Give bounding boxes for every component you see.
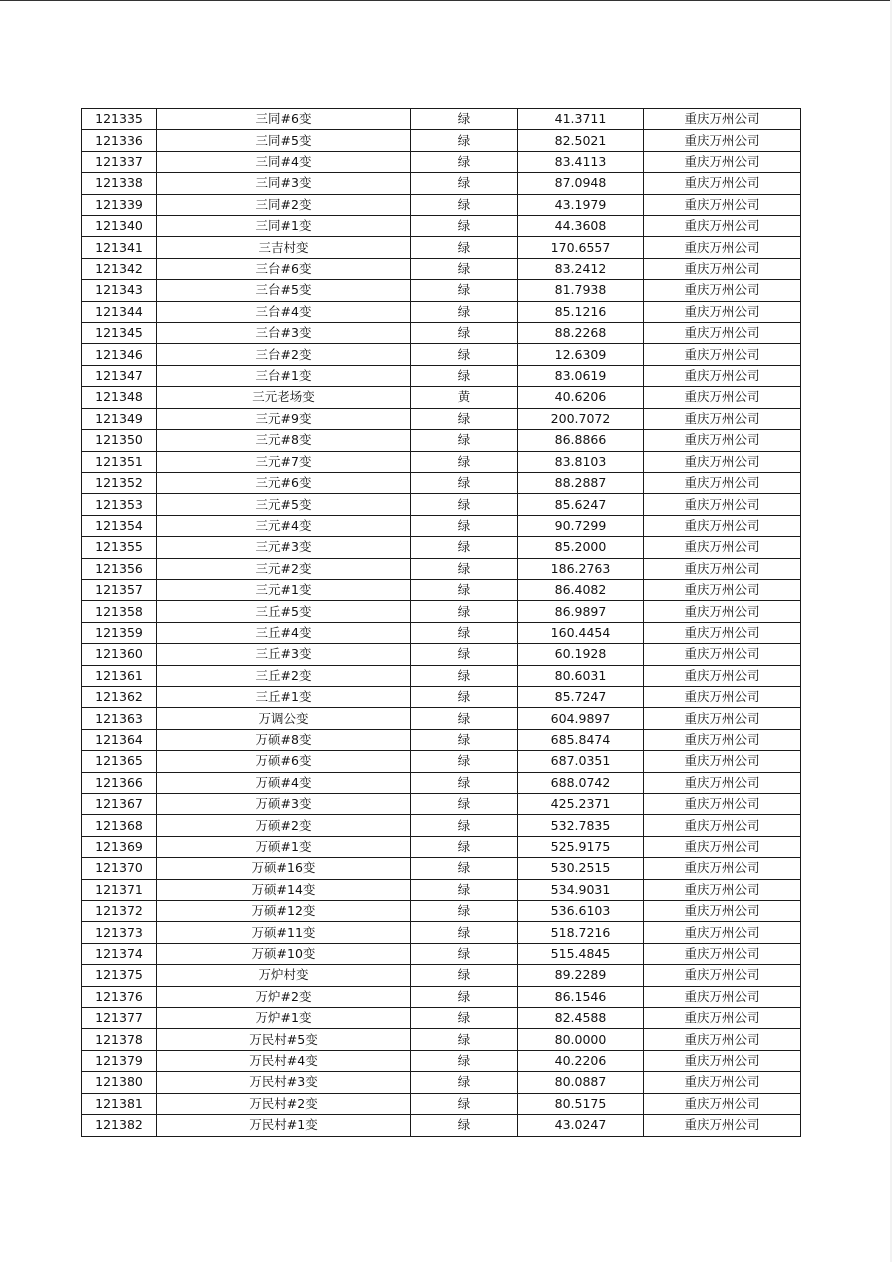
- cell-transformer-name: 三元#2变: [157, 558, 411, 579]
- table-row: [82, 1029, 801, 1050]
- cell-transformer-name: 三元#9变: [157, 408, 411, 429]
- cell-company: 重庆万州公司: [644, 772, 801, 793]
- cell-company: 重庆万州公司: [644, 686, 801, 707]
- cell-transformer-name: 三元#8变: [157, 430, 411, 451]
- cell-value: 536.6103: [518, 901, 644, 922]
- cell-value: 44.3608: [518, 216, 644, 237]
- table-row: [82, 986, 801, 1007]
- page-top-border: [0, 0, 892, 1]
- cell-transformer-name: 三元#4变: [157, 515, 411, 536]
- cell-id: 121373: [82, 922, 157, 943]
- cell-company: 重庆万州公司: [644, 280, 801, 301]
- cell-status: 绿: [411, 258, 518, 279]
- table-row: [82, 579, 801, 600]
- cell-company: 重庆万州公司: [644, 751, 801, 772]
- cell-id: 121362: [82, 686, 157, 707]
- cell-status: 绿: [411, 216, 518, 237]
- cell-status: 绿: [411, 515, 518, 536]
- cell-company: 重庆万州公司: [644, 237, 801, 258]
- cell-id: 121356: [82, 558, 157, 579]
- cell-company: 重庆万州公司: [644, 622, 801, 643]
- table-row: [82, 729, 801, 750]
- cell-transformer-name: 三元老场变: [157, 387, 411, 408]
- cell-status: 绿: [411, 858, 518, 879]
- cell-id: 121369: [82, 836, 157, 857]
- cell-company: 重庆万州公司: [644, 323, 801, 344]
- cell-value: 41.3711: [518, 109, 644, 130]
- cell-value: 88.2887: [518, 472, 644, 493]
- cell-value: 160.4454: [518, 622, 644, 643]
- cell-company: 重庆万州公司: [644, 922, 801, 943]
- cell-value: 83.0619: [518, 365, 644, 386]
- cell-id: 121340: [82, 216, 157, 237]
- cell-transformer-name: 三丘#3变: [157, 644, 411, 665]
- cell-value: 82.4588: [518, 1008, 644, 1029]
- cell-status: 绿: [411, 237, 518, 258]
- cell-value: 81.7938: [518, 280, 644, 301]
- cell-id: 121352: [82, 472, 157, 493]
- cell-transformer-name: 万硕#8变: [157, 729, 411, 750]
- cell-company: 重庆万州公司: [644, 1050, 801, 1071]
- cell-company: 重庆万州公司: [644, 151, 801, 172]
- table-body: [82, 109, 801, 1137]
- table-row: [82, 494, 801, 515]
- cell-transformer-name: 三台#6变: [157, 258, 411, 279]
- cell-transformer-name: 三同#1变: [157, 216, 411, 237]
- cell-company: 重庆万州公司: [644, 537, 801, 558]
- transformer-data-table: [81, 108, 801, 1137]
- cell-id: 121381: [82, 1093, 157, 1114]
- table-row: [82, 815, 801, 836]
- cell-company: 重庆万州公司: [644, 472, 801, 493]
- cell-transformer-name: 三同#3变: [157, 173, 411, 194]
- cell-transformer-name: 万民村#5变: [157, 1029, 411, 1050]
- cell-status: 绿: [411, 965, 518, 986]
- cell-transformer-name: 万民村#4变: [157, 1050, 411, 1071]
- table-row: [82, 601, 801, 622]
- cell-status: 绿: [411, 365, 518, 386]
- cell-company: 重庆万州公司: [644, 644, 801, 665]
- cell-value: 83.2412: [518, 258, 644, 279]
- cell-status: 绿: [411, 537, 518, 558]
- cell-company: 重庆万州公司: [644, 194, 801, 215]
- cell-company: 重庆万州公司: [644, 494, 801, 515]
- cell-id: 121336: [82, 130, 157, 151]
- table-row: [82, 323, 801, 344]
- cell-status: 绿: [411, 109, 518, 130]
- table-row: [82, 1093, 801, 1114]
- table-row: [82, 515, 801, 536]
- cell-value: 85.1216: [518, 301, 644, 322]
- cell-status: 绿: [411, 943, 518, 964]
- cell-status: 绿: [411, 729, 518, 750]
- cell-status: 绿: [411, 280, 518, 301]
- cell-id: 121335: [82, 109, 157, 130]
- table-row: [82, 365, 801, 386]
- cell-transformer-name: 万民村#3变: [157, 1072, 411, 1093]
- cell-id: 121348: [82, 387, 157, 408]
- cell-transformer-name: 三元#5变: [157, 494, 411, 515]
- cell-value: 43.0247: [518, 1115, 644, 1136]
- cell-company: 重庆万州公司: [644, 986, 801, 1007]
- cell-id: 121339: [82, 194, 157, 215]
- cell-transformer-name: 三同#2变: [157, 194, 411, 215]
- cell-company: 重庆万州公司: [644, 708, 801, 729]
- table-row: [82, 472, 801, 493]
- cell-company: 重庆万州公司: [644, 430, 801, 451]
- cell-id: 121377: [82, 1008, 157, 1029]
- table-row: [82, 280, 801, 301]
- table-row: [82, 965, 801, 986]
- table-row: [82, 858, 801, 879]
- cell-company: 重庆万州公司: [644, 258, 801, 279]
- cell-value: 83.8103: [518, 451, 644, 472]
- cell-transformer-name: 万硕#12变: [157, 901, 411, 922]
- cell-value: 604.9897: [518, 708, 644, 729]
- cell-id: 121359: [82, 622, 157, 643]
- cell-company: 重庆万州公司: [644, 729, 801, 750]
- cell-id: 121366: [82, 772, 157, 793]
- cell-status: 绿: [411, 601, 518, 622]
- cell-status: 绿: [411, 772, 518, 793]
- cell-transformer-name: 万民村#1变: [157, 1115, 411, 1136]
- cell-value: 83.4113: [518, 151, 644, 172]
- cell-transformer-name: 三元#3变: [157, 537, 411, 558]
- cell-transformer-name: 万炉#1变: [157, 1008, 411, 1029]
- cell-transformer-name: 万硕#10变: [157, 943, 411, 964]
- table-row: [82, 344, 801, 365]
- cell-id: 121375: [82, 965, 157, 986]
- table-row: [82, 943, 801, 964]
- table-row: [82, 708, 801, 729]
- cell-value: 80.0000: [518, 1029, 644, 1050]
- table-row: [82, 237, 801, 258]
- cell-id: 121354: [82, 515, 157, 536]
- cell-status: 绿: [411, 579, 518, 600]
- cell-status: 绿: [411, 323, 518, 344]
- cell-id: 121360: [82, 644, 157, 665]
- cell-status: 绿: [411, 879, 518, 900]
- cell-status: 绿: [411, 665, 518, 686]
- table-row: [82, 194, 801, 215]
- table-row: [82, 772, 801, 793]
- cell-id: 121358: [82, 601, 157, 622]
- table-row: [82, 622, 801, 643]
- cell-id: 121355: [82, 537, 157, 558]
- cell-status: 绿: [411, 1115, 518, 1136]
- cell-transformer-name: 三台#2变: [157, 344, 411, 365]
- table-row: [82, 430, 801, 451]
- cell-status: 绿: [411, 751, 518, 772]
- cell-value: 532.7835: [518, 815, 644, 836]
- cell-status: 绿: [411, 558, 518, 579]
- cell-id: 121372: [82, 901, 157, 922]
- cell-transformer-name: 三同#6变: [157, 109, 411, 130]
- cell-value: 89.2289: [518, 965, 644, 986]
- cell-id: 121344: [82, 301, 157, 322]
- cell-transformer-name: 三丘#5变: [157, 601, 411, 622]
- cell-company: 重庆万州公司: [644, 451, 801, 472]
- cell-id: 121365: [82, 751, 157, 772]
- cell-transformer-name: 万炉村变: [157, 965, 411, 986]
- cell-transformer-name: 三元#6变: [157, 472, 411, 493]
- cell-status: 绿: [411, 708, 518, 729]
- table-row: [82, 258, 801, 279]
- cell-status: 绿: [411, 451, 518, 472]
- cell-value: 515.4845: [518, 943, 644, 964]
- cell-company: 重庆万州公司: [644, 943, 801, 964]
- cell-status: 绿: [411, 472, 518, 493]
- cell-company: 重庆万州公司: [644, 1115, 801, 1136]
- cell-id: 121361: [82, 665, 157, 686]
- cell-status: 绿: [411, 494, 518, 515]
- cell-value: 186.2763: [518, 558, 644, 579]
- cell-value: 80.5175: [518, 1093, 644, 1114]
- cell-status: 绿: [411, 1008, 518, 1029]
- table-row: [82, 558, 801, 579]
- table-row: [82, 451, 801, 472]
- table-row: [82, 151, 801, 172]
- cell-value: 85.7247: [518, 686, 644, 707]
- cell-value: 525.9175: [518, 836, 644, 857]
- cell-status: 绿: [411, 194, 518, 215]
- cell-company: 重庆万州公司: [644, 836, 801, 857]
- cell-value: 85.6247: [518, 494, 644, 515]
- cell-value: 80.6031: [518, 665, 644, 686]
- cell-transformer-name: 三丘#2变: [157, 665, 411, 686]
- cell-value: 88.2268: [518, 323, 644, 344]
- cell-company: 重庆万州公司: [644, 344, 801, 365]
- cell-status: 绿: [411, 344, 518, 365]
- table-row: [82, 408, 801, 429]
- cell-status: 绿: [411, 173, 518, 194]
- cell-id: 121351: [82, 451, 157, 472]
- cell-transformer-name: 三同#5变: [157, 130, 411, 151]
- table-row: [82, 644, 801, 665]
- cell-company: 重庆万州公司: [644, 365, 801, 386]
- cell-status: 绿: [411, 1029, 518, 1050]
- cell-transformer-name: 万硕#16变: [157, 858, 411, 879]
- cell-status: 黄: [411, 387, 518, 408]
- cell-status: 绿: [411, 130, 518, 151]
- cell-transformer-name: 三元#7变: [157, 451, 411, 472]
- table-row: [82, 901, 801, 922]
- cell-value: 518.7216: [518, 922, 644, 943]
- cell-value: 60.1928: [518, 644, 644, 665]
- cell-id: 121347: [82, 365, 157, 386]
- cell-company: 重庆万州公司: [644, 558, 801, 579]
- cell-status: 绿: [411, 644, 518, 665]
- cell-id: 121337: [82, 151, 157, 172]
- cell-company: 重庆万州公司: [644, 665, 801, 686]
- cell-status: 绿: [411, 408, 518, 429]
- cell-company: 重庆万州公司: [644, 579, 801, 600]
- table-row: [82, 922, 801, 943]
- cell-value: 87.0948: [518, 173, 644, 194]
- cell-company: 重庆万州公司: [644, 515, 801, 536]
- cell-transformer-name: 万硕#4变: [157, 772, 411, 793]
- cell-value: 170.6557: [518, 237, 644, 258]
- cell-value: 534.9031: [518, 879, 644, 900]
- cell-id: 121345: [82, 323, 157, 344]
- cell-id: 121378: [82, 1029, 157, 1050]
- cell-company: 重庆万州公司: [644, 1072, 801, 1093]
- cell-status: 绿: [411, 836, 518, 857]
- cell-id: 121343: [82, 280, 157, 301]
- cell-transformer-name: 三台#4变: [157, 301, 411, 322]
- cell-value: 86.9897: [518, 601, 644, 622]
- cell-company: 重庆万州公司: [644, 216, 801, 237]
- cell-company: 重庆万州公司: [644, 130, 801, 151]
- cell-company: 重庆万州公司: [644, 879, 801, 900]
- cell-status: 绿: [411, 430, 518, 451]
- cell-transformer-name: 万硕#14变: [157, 879, 411, 900]
- cell-transformer-name: 万调公变: [157, 708, 411, 729]
- cell-id: 121376: [82, 986, 157, 1007]
- table-row: [82, 537, 801, 558]
- cell-transformer-name: 万炉#2变: [157, 986, 411, 1007]
- cell-transformer-name: 万硕#11变: [157, 922, 411, 943]
- cell-company: 重庆万州公司: [644, 387, 801, 408]
- table-row: [82, 1072, 801, 1093]
- cell-id: 121350: [82, 430, 157, 451]
- cell-status: 绿: [411, 1093, 518, 1114]
- cell-status: 绿: [411, 686, 518, 707]
- cell-transformer-name: 三吉村变: [157, 237, 411, 258]
- table-row: [82, 1050, 801, 1071]
- cell-status: 绿: [411, 1050, 518, 1071]
- cell-company: 重庆万州公司: [644, 109, 801, 130]
- cell-id: 121349: [82, 408, 157, 429]
- cell-company: 重庆万州公司: [644, 408, 801, 429]
- cell-id: 121379: [82, 1050, 157, 1071]
- cell-status: 绿: [411, 815, 518, 836]
- cell-value: 43.1979: [518, 194, 644, 215]
- cell-value: 82.5021: [518, 130, 644, 151]
- table-row: [82, 387, 801, 408]
- cell-id: 121367: [82, 794, 157, 815]
- cell-company: 重庆万州公司: [644, 794, 801, 815]
- cell-transformer-name: 三台#3变: [157, 323, 411, 344]
- cell-status: 绿: [411, 794, 518, 815]
- cell-id: 121341: [82, 237, 157, 258]
- cell-id: 121338: [82, 173, 157, 194]
- cell-transformer-name: 三丘#4变: [157, 622, 411, 643]
- cell-transformer-name: 万硕#3变: [157, 794, 411, 815]
- cell-id: 121353: [82, 494, 157, 515]
- cell-value: 80.0887: [518, 1072, 644, 1093]
- cell-transformer-name: 三台#5变: [157, 280, 411, 301]
- cell-status: 绿: [411, 301, 518, 322]
- cell-id: 121371: [82, 879, 157, 900]
- cell-id: 121342: [82, 258, 157, 279]
- cell-value: 86.8866: [518, 430, 644, 451]
- cell-id: 121346: [82, 344, 157, 365]
- cell-id: 121374: [82, 943, 157, 964]
- table-row: [82, 686, 801, 707]
- table-row: [82, 216, 801, 237]
- cell-id: 121382: [82, 1115, 157, 1136]
- cell-company: 重庆万州公司: [644, 1008, 801, 1029]
- table-row: [82, 130, 801, 151]
- cell-status: 绿: [411, 922, 518, 943]
- cell-id: 121368: [82, 815, 157, 836]
- cell-company: 重庆万州公司: [644, 601, 801, 622]
- cell-value: 40.6206: [518, 387, 644, 408]
- table-row: [82, 173, 801, 194]
- table-row: [82, 794, 801, 815]
- cell-id: 121380: [82, 1072, 157, 1093]
- cell-value: 12.6309: [518, 344, 644, 365]
- cell-value: 86.1546: [518, 986, 644, 1007]
- cell-status: 绿: [411, 901, 518, 922]
- cell-transformer-name: 三元#1变: [157, 579, 411, 600]
- cell-company: 重庆万州公司: [644, 815, 801, 836]
- cell-transformer-name: 万硕#6变: [157, 751, 411, 772]
- cell-company: 重庆万州公司: [644, 1093, 801, 1114]
- cell-value: 85.2000: [518, 537, 644, 558]
- cell-status: 绿: [411, 1072, 518, 1093]
- cell-id: 121363: [82, 708, 157, 729]
- cell-value: 685.8474: [518, 729, 644, 750]
- cell-value: 530.2515: [518, 858, 644, 879]
- cell-company: 重庆万州公司: [644, 901, 801, 922]
- cell-status: 绿: [411, 151, 518, 172]
- cell-company: 重庆万州公司: [644, 173, 801, 194]
- cell-transformer-name: 三丘#1变: [157, 686, 411, 707]
- table-row: [82, 109, 801, 130]
- cell-company: 重庆万州公司: [644, 1029, 801, 1050]
- cell-value: 200.7072: [518, 408, 644, 429]
- cell-value: 90.7299: [518, 515, 644, 536]
- cell-transformer-name: 三同#4变: [157, 151, 411, 172]
- cell-status: 绿: [411, 986, 518, 1007]
- cell-id: 121357: [82, 579, 157, 600]
- cell-status: 绿: [411, 622, 518, 643]
- cell-company: 重庆万州公司: [644, 301, 801, 322]
- cell-transformer-name: 万硕#1变: [157, 836, 411, 857]
- cell-id: 121364: [82, 729, 157, 750]
- cell-value: 688.0742: [518, 772, 644, 793]
- table-row: [82, 665, 801, 686]
- table-row: [82, 751, 801, 772]
- table-row: [82, 1115, 801, 1136]
- cell-transformer-name: 万硕#2变: [157, 815, 411, 836]
- cell-id: 121370: [82, 858, 157, 879]
- table-row: [82, 1008, 801, 1029]
- cell-value: 687.0351: [518, 751, 644, 772]
- cell-value: 40.2206: [518, 1050, 644, 1071]
- table-row: [82, 301, 801, 322]
- table-row: [82, 879, 801, 900]
- cell-transformer-name: 三台#1变: [157, 365, 411, 386]
- cell-company: 重庆万州公司: [644, 965, 801, 986]
- cell-value: 425.2371: [518, 794, 644, 815]
- cell-company: 重庆万州公司: [644, 858, 801, 879]
- table-row: [82, 836, 801, 857]
- cell-value: 86.4082: [518, 579, 644, 600]
- cell-transformer-name: 万民村#2变: [157, 1093, 411, 1114]
